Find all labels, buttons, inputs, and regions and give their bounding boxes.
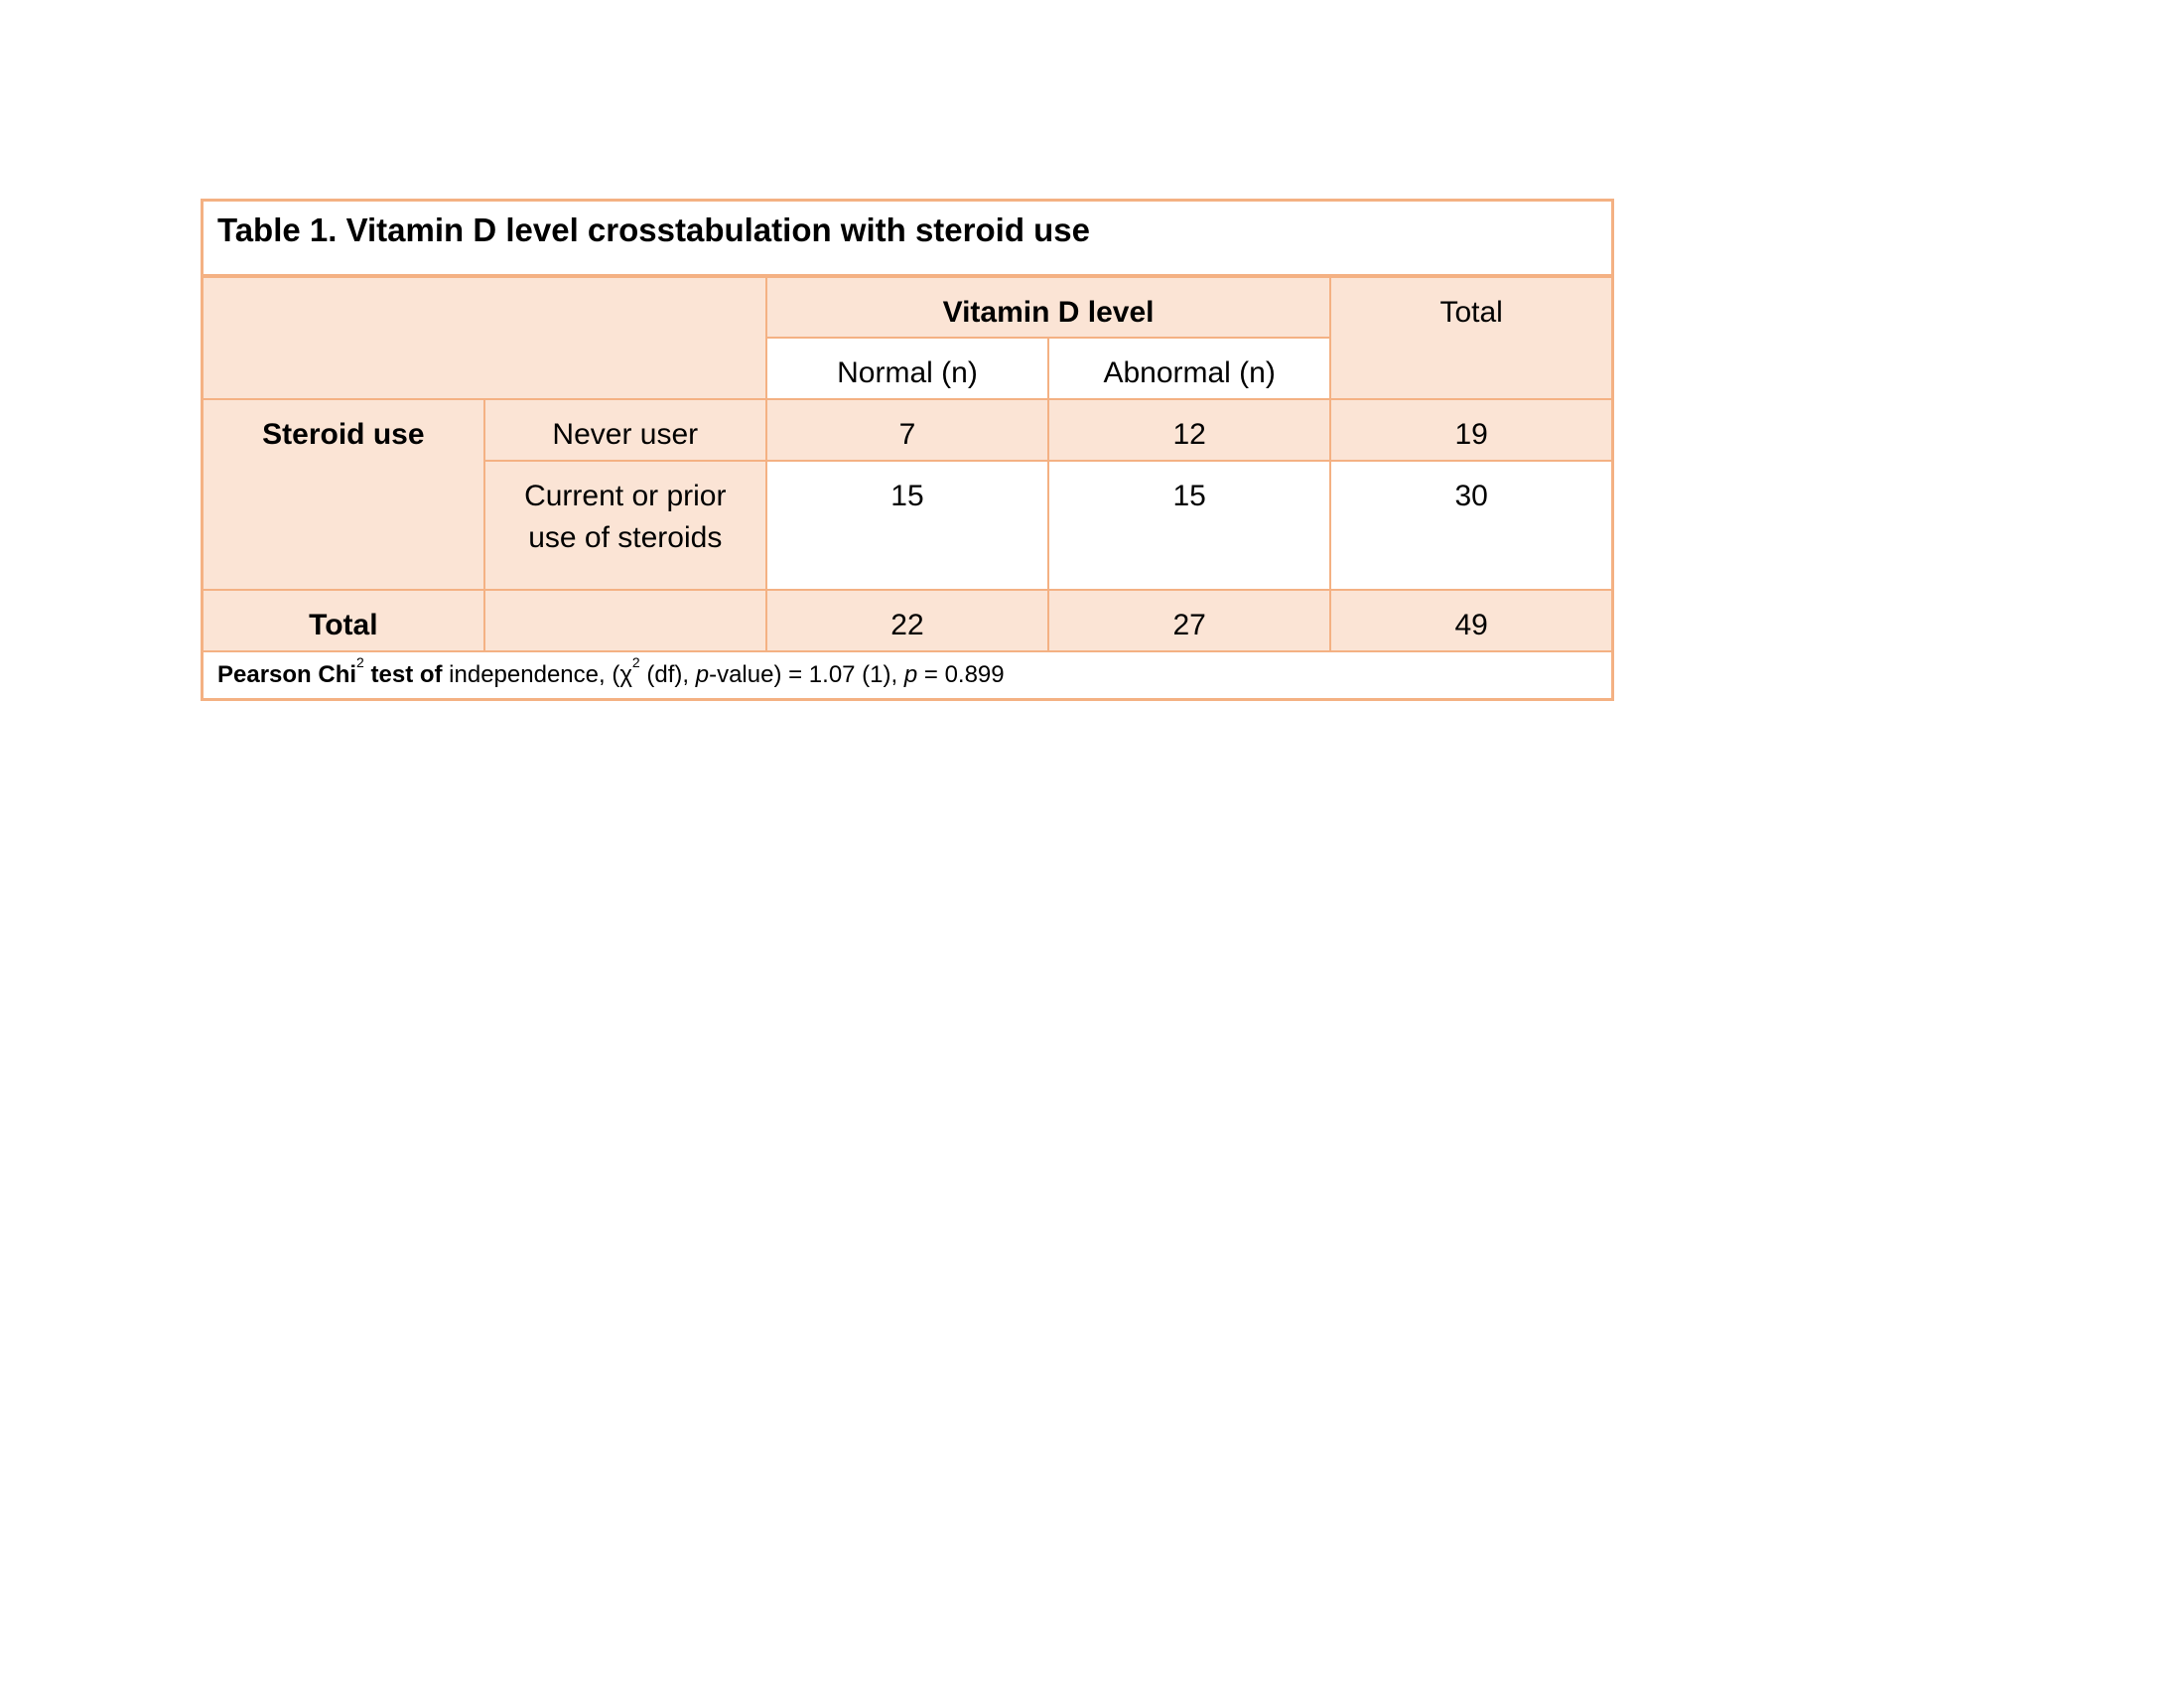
cell-current-total: 30: [1330, 461, 1612, 590]
row-label-line1: Current or prior: [524, 480, 727, 512]
header-empty-cell: [203, 276, 766, 399]
footnote-ital-p2: p: [903, 661, 918, 688]
cell-total-empty: [484, 590, 766, 651]
footnote-text-a: independence, (χ: [442, 661, 632, 688]
cell-never-total: 19: [1330, 399, 1612, 461]
footnote-text-b: (df),: [639, 661, 696, 688]
footnote-text-c: -value) = 1.07 (1),: [709, 661, 904, 688]
table-title: Table 1. Vitamin D level crosstabulation with steroid use: [203, 201, 1613, 277]
row-label-line2: use of steroids: [528, 521, 723, 554]
header-abnormal: Abnormal (n): [1048, 338, 1330, 399]
table-footnote: [203, 651, 1613, 700]
cell-current-abnormal: 15: [1048, 461, 1330, 590]
cell-current-normal: 15: [766, 461, 1048, 590]
footnote-text-d: = 0.899: [917, 661, 1005, 688]
row-label-never-user: Never user: [484, 399, 766, 461]
cell-total-abnormal: 27: [1048, 590, 1330, 651]
crosstab-table: [201, 199, 1614, 701]
header-normal: Normal (n): [766, 338, 1048, 399]
row-group-steroid-use: Steroid use: [203, 399, 484, 590]
cell-never-normal: 7: [766, 399, 1048, 461]
cell-never-abnormal: 12: [1048, 399, 1330, 461]
cell-total-normal: 22: [766, 590, 1048, 651]
footnote-bold-a: Pearson Chi: [217, 661, 357, 688]
header-vitamin-d-level: Vitamin D level: [766, 276, 1330, 338]
cell-total-total: 49: [1330, 590, 1612, 651]
footnote-ital-p: p: [695, 661, 710, 688]
footnote-sup-b: 2: [631, 654, 640, 670]
header-total: Total: [1330, 276, 1612, 399]
footnote-sup-a: 2: [356, 654, 364, 670]
row-label-total: Total: [203, 590, 484, 651]
footnote-bold-b: test of: [363, 661, 443, 688]
row-label-current-prior: [484, 461, 766, 590]
